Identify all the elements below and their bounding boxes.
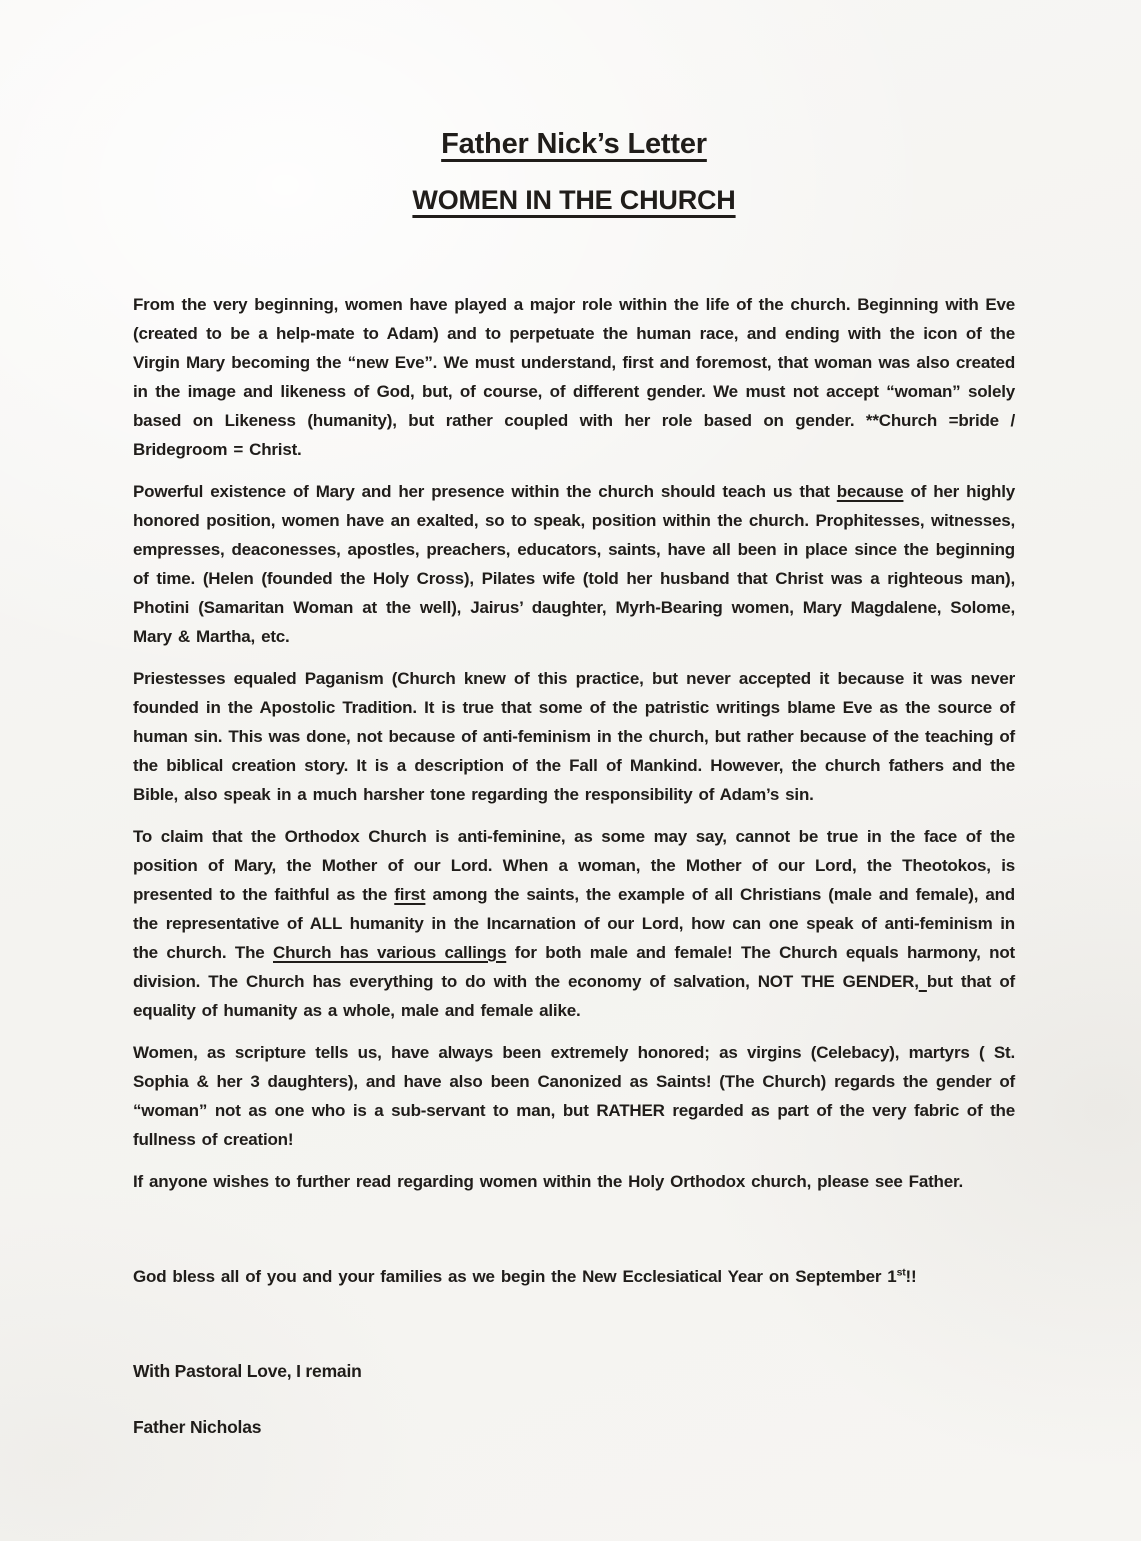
- signature-line: Father Nicholas: [133, 1417, 262, 1437]
- paragraph: [133, 477, 1015, 651]
- paragraph: [133, 822, 1015, 1025]
- underlined-text-run: first: [394, 885, 426, 904]
- underlined-text-run: because: [836, 482, 904, 501]
- letter-body: [133, 290, 1015, 1196]
- text-run: God bless all of you and your families as we begin the New Ecclesiatical Year on September 1: [133, 1267, 897, 1286]
- text-run: but that of: [926, 972, 1015, 991]
- text-run: equality of humanity as a whole, male and female alike.: [133, 1001, 581, 1020]
- text-run: of her highly honored position, women have an exalted, so to speak, position within the church. Prophitesses, witnesses, empresses, deaconesses, apostles, preachers, educators, saints, have all been in place since the beginning of time. (Helen (founded the Holy Cross), Pilates wife (told her husband that Christ was a righteous man), Photini (Samaritan Woman at the well), Jairus’ daughter, Myrh-Bearing women, Mary Magdalene, Solome, Mary & Martha, etc.: [133, 482, 1015, 646]
- underlined-text-run: [919, 972, 927, 991]
- letter-subtitle: WOMEN IN THE CHURCH: [412, 185, 736, 215]
- blessing-line: [133, 1262, 1015, 1291]
- text-run: for both male and female! The Church equals harmony, not division. The Church has everything to do with the economy of salvation, NOT THE GENDER,: [133, 943, 1015, 991]
- superscript-run: st: [896, 1266, 906, 1279]
- text-run: among the saints, the example of all Christians (male and female), and the representative of ALL humanity in the Incarnation of our Lord, how can one speak of anti-feminism in the church. The: [133, 885, 1015, 962]
- paragraph: [133, 1167, 1015, 1196]
- underlined-text-run: Church has various callings: [273, 943, 507, 962]
- letter-header: [133, 128, 1015, 216]
- text-run: From the very beginning, women have played a major role within the life of the church. Beginning with Eve (created to be a help-mate to Adam) and to perpetuate the human race, and ending with the icon of the Virgin Mary becoming the “new Eve”. We must understand, first and foremost, that woman was also created in the image and likeness of God, but, of course, of different gender. We must not accept “woman” solely based on Likeness (humanity), but rather coupled with her role based on gender. **Church =bride / Bridegroom = Christ.: [133, 295, 1015, 459]
- paragraph: [133, 664, 1015, 809]
- valediction-line: With Pastoral Love, I remain: [133, 1361, 362, 1381]
- text-run: Women, as scripture tells us, have always been extremely honored; as virgins (Celebacy), martyrs ( St. Sophia & her 3 daughters), and have also been Canonized as Saints! (The Church) regards the gender of “woman” not as one who is a sub-servant to man, but RATHER regarded as part of the very fabric of the fullness of creation!: [133, 1043, 1015, 1149]
- letter-title: Father Nick’s Letter: [441, 128, 707, 160]
- paragraph: [133, 1038, 1015, 1154]
- text-run: To claim that the Orthodox Church is anti-feminine, as some may say, cannot be true in the face of the position of Mary, the Mother of our Lord. When a woman, the Mother of our Lord, the Theotokos, is presented to the faithful as the: [133, 827, 1015, 904]
- text-run: !!: [905, 1267, 917, 1286]
- text-run: Powerful existence of Mary and her presence within the church should teach us that: [133, 482, 837, 501]
- text-run: Priestesses equaled Paganism (Church knew of this practice, but never accepted it because it was never founded in the Apostolic Tradition. It is true that some of the patristic writings blame Eve as the source of human sin. This was done, not because of anti-feminism in the church, but rather because of the teaching of the biblical creation story. It is a description of the Fall of Mankind. However, the church fathers and the Bible, also speak in a much harsher tone regarding the responsibility of Adam’s sin.: [133, 669, 1015, 804]
- paragraph: [133, 290, 1015, 464]
- text-run: If anyone wishes to further read regarding women within the Holy Orthodox church, please see Father.: [133, 1172, 963, 1191]
